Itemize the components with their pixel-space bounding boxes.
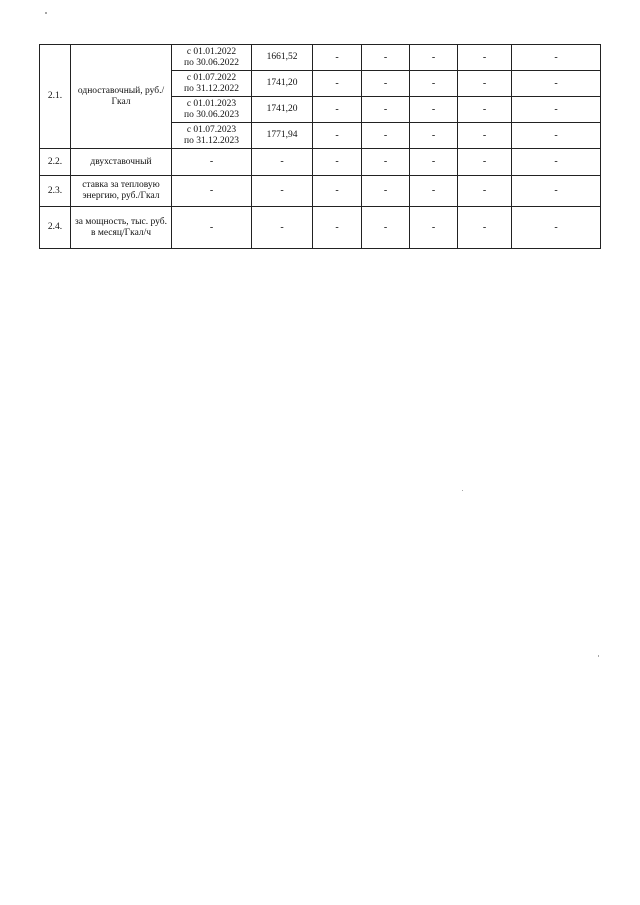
table-cell: - bbox=[410, 45, 458, 71]
table-cell: - bbox=[410, 176, 458, 207]
tariff-value: 1741,20 bbox=[252, 71, 313, 97]
tariff-name: за мощность, тыс. руб. в месяц/Гкал/ч bbox=[71, 207, 172, 249]
period-from: с 01.01.2023 bbox=[186, 98, 237, 109]
table-cell: - bbox=[512, 71, 601, 97]
table-cell: - bbox=[512, 97, 601, 123]
table-cell: - bbox=[362, 123, 410, 149]
table-cell: - bbox=[512, 45, 601, 71]
period-to: по 30.06.2022 bbox=[184, 57, 239, 68]
table-cell: - bbox=[512, 207, 601, 249]
table-cell: - bbox=[410, 123, 458, 149]
table-cell: - bbox=[313, 97, 362, 123]
table-cell: - bbox=[362, 176, 410, 207]
table-row bbox=[40, 149, 601, 176]
table-cell: - bbox=[458, 45, 512, 71]
table-cell: - bbox=[313, 176, 362, 207]
period-cell bbox=[172, 97, 252, 123]
table-cell: - bbox=[313, 207, 362, 249]
row-number: 2.2. bbox=[40, 149, 71, 176]
row-number: 2.1. bbox=[40, 45, 71, 149]
row-number: 2.4. bbox=[40, 207, 71, 249]
table-cell: - bbox=[458, 97, 512, 123]
period-from: с 01.07.2023 bbox=[186, 124, 237, 135]
period-from: с 01.01.2022 bbox=[186, 46, 237, 57]
period-to: по 31.12.2022 bbox=[184, 83, 239, 94]
table-cell: - bbox=[410, 71, 458, 97]
period-cell bbox=[172, 71, 252, 97]
table-cell: - bbox=[313, 71, 362, 97]
tariff-value: 1741,20 bbox=[252, 97, 313, 123]
table-cell: - bbox=[458, 176, 512, 207]
table-cell: - bbox=[362, 45, 410, 71]
table-cell: - bbox=[313, 149, 362, 176]
table-cell: - bbox=[172, 176, 252, 207]
tariff-name: одноставочный, руб./Гкал bbox=[71, 45, 172, 149]
table-cell: - bbox=[512, 149, 601, 176]
tariff-name: двухставочный bbox=[71, 149, 172, 176]
scan-speck bbox=[462, 490, 463, 491]
table-cell: - bbox=[252, 207, 313, 249]
period-to: по 30.06.2023 bbox=[184, 109, 239, 120]
table-cell: - bbox=[410, 149, 458, 176]
table-cell: - bbox=[362, 207, 410, 249]
table-cell: - bbox=[362, 97, 410, 123]
table-cell: - bbox=[410, 207, 458, 249]
table-cell: - bbox=[252, 176, 313, 207]
row-number: 2.3. bbox=[40, 176, 71, 207]
tariff-table bbox=[39, 44, 601, 249]
tariff-value: 1661,52 bbox=[252, 45, 313, 71]
table-row bbox=[40, 176, 601, 207]
period-to: по 31.12.2023 bbox=[184, 135, 239, 146]
table-cell: - bbox=[313, 123, 362, 149]
table-cell: - bbox=[172, 207, 252, 249]
table-row bbox=[40, 45, 601, 71]
table-cell: - bbox=[458, 71, 512, 97]
table-cell: - bbox=[458, 123, 512, 149]
table-row bbox=[40, 207, 601, 249]
period-cell bbox=[172, 123, 252, 149]
table-cell: - bbox=[313, 45, 362, 71]
table-cell: - bbox=[362, 149, 410, 176]
table-cell: - bbox=[458, 149, 512, 176]
scan-speck bbox=[45, 12, 47, 14]
table-cell: - bbox=[172, 149, 252, 176]
table-cell: - bbox=[458, 207, 512, 249]
table-cell: - bbox=[512, 176, 601, 207]
scan-speck bbox=[598, 655, 599, 657]
table-cell: - bbox=[252, 149, 313, 176]
tariff-name: ставка за тепловую энергию, руб./Гкал bbox=[71, 176, 172, 207]
table-cell: - bbox=[362, 71, 410, 97]
tariff-value: 1771,94 bbox=[252, 123, 313, 149]
table-cell: - bbox=[410, 97, 458, 123]
period-cell bbox=[172, 45, 252, 71]
table-cell: - bbox=[512, 123, 601, 149]
period-from: с 01.07.2022 bbox=[186, 72, 237, 83]
